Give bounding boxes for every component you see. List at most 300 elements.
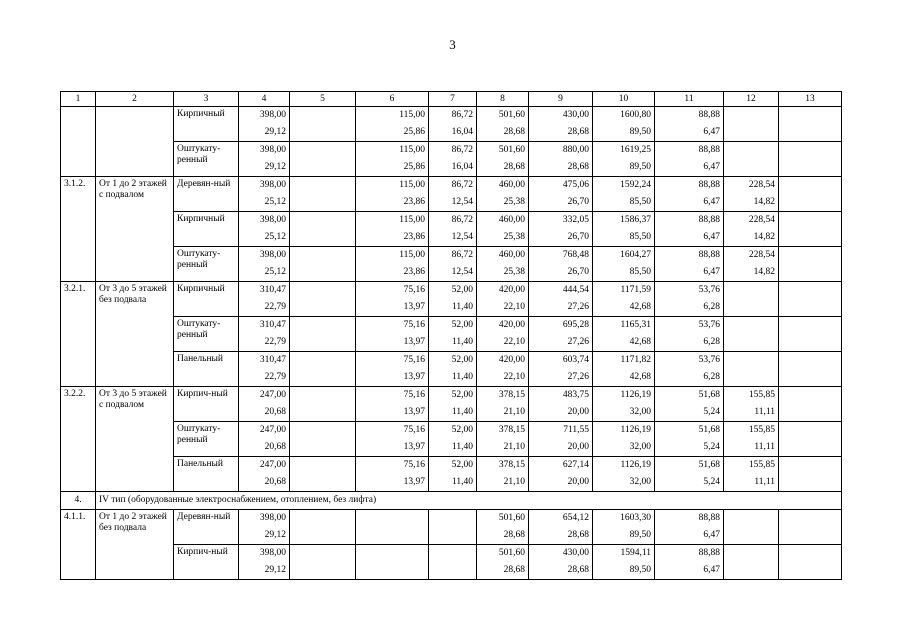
value-line: 5,24 <box>703 442 720 452</box>
value-cell <box>290 387 356 422</box>
value-line: 654,12 <box>562 513 589 523</box>
value-cell <box>356 457 429 492</box>
value-line <box>293 474 352 491</box>
value-line: 115,00 <box>399 215 425 225</box>
table-row <box>61 247 842 282</box>
value-cell <box>239 142 290 177</box>
material-cell: Оштукату-ренный <box>174 317 239 352</box>
value-cell <box>239 545 290 580</box>
value-line: 12,54 <box>451 197 473 207</box>
value-cell <box>290 282 356 317</box>
value-line: 444,54 <box>562 285 589 295</box>
value-line: 21,10 <box>503 442 525 452</box>
value-cell <box>724 177 779 212</box>
value-cell <box>655 352 724 387</box>
value-line: 53,76 <box>698 285 720 295</box>
value-line: 1600,80 <box>620 110 651 120</box>
value-line: 430,00 <box>562 548 589 558</box>
value-line <box>293 317 352 334</box>
value-cell <box>429 107 477 142</box>
value-line: 1592,24 <box>620 180 651 190</box>
table-row <box>61 510 842 545</box>
value-line: 115,00 <box>399 145 425 155</box>
value-line: 28,68 <box>567 127 589 137</box>
value-cell <box>356 545 429 580</box>
value-line <box>432 527 473 544</box>
value-cell <box>529 282 593 317</box>
value-cell <box>290 212 356 247</box>
row-code: 3.2.2. <box>61 387 96 492</box>
value-line: 25,38 <box>503 197 525 207</box>
value-line: 28,68 <box>503 530 525 540</box>
value-line: 11,40 <box>451 407 473 417</box>
value-cell <box>529 107 593 142</box>
value-cell <box>593 212 655 247</box>
table-row <box>61 212 842 247</box>
value-line: 880,00 <box>562 145 589 155</box>
value-line: 23,86 <box>403 232 425 242</box>
value-line <box>293 334 352 351</box>
value-line: 26,70 <box>567 267 589 277</box>
value-cell <box>593 247 655 282</box>
table-row <box>61 317 842 352</box>
value-line: 398,00 <box>259 250 286 260</box>
value-line <box>293 124 352 141</box>
value-line: 53,76 <box>698 320 720 330</box>
header-cell: 9 <box>529 92 593 107</box>
material-cell: Кирпич-ный <box>174 545 239 580</box>
value-line: 86,72 <box>451 250 473 260</box>
value-line: 29,12 <box>264 530 286 540</box>
value-cell <box>239 177 290 212</box>
header-cell: 11 <box>655 92 724 107</box>
value-line: 378,15 <box>498 460 525 470</box>
value-cell <box>356 352 429 387</box>
value-cell <box>239 107 290 142</box>
value-line <box>293 264 352 281</box>
value-line <box>359 527 425 544</box>
value-line: 1594,11 <box>620 548 651 558</box>
value-line: 627,14 <box>562 460 589 470</box>
value-line <box>727 527 775 544</box>
table-row <box>61 142 842 177</box>
value-cell <box>724 107 779 142</box>
value-cell <box>477 282 529 317</box>
value-cell <box>593 317 655 352</box>
value-line: 28,68 <box>503 127 525 137</box>
value-cell <box>290 352 356 387</box>
value-line: 75,16 <box>403 355 425 365</box>
value-line: 398,00 <box>259 215 286 225</box>
value-line <box>293 457 352 474</box>
value-line <box>293 159 352 176</box>
row-description: От 1 до 2 этажей без подвала <box>96 510 174 580</box>
value-line: 228,54 <box>748 215 775 225</box>
value-line: 332,05 <box>562 215 589 225</box>
value-line: 23,86 <box>403 267 425 277</box>
value-line: 51,68 <box>698 390 720 400</box>
value-line: 25,86 <box>403 162 425 172</box>
value-line <box>432 510 473 527</box>
value-line: 501,60 <box>498 145 525 155</box>
value-line: 26,70 <box>567 197 589 207</box>
value-line: 398,00 <box>259 110 286 120</box>
value-line: 52,00 <box>451 320 473 330</box>
row-description: От 3 до 5 этажей с подвалом <box>96 387 174 492</box>
value-line: 1603,30 <box>620 513 651 523</box>
value-line: 28,68 <box>567 565 589 575</box>
header-cell: 1 <box>61 92 96 107</box>
value-line: 88,88 <box>698 215 720 225</box>
value-line: 51,68 <box>698 425 720 435</box>
value-cell <box>290 457 356 492</box>
value-cell <box>724 317 779 352</box>
value-line: 14,82 <box>753 267 775 277</box>
value-line: 398,00 <box>259 180 286 190</box>
value-line <box>293 439 352 456</box>
value-cell <box>429 545 477 580</box>
value-line: 420,00 <box>498 320 525 330</box>
value-line: 695,28 <box>562 320 589 330</box>
value-cell <box>779 212 842 247</box>
value-cell <box>429 282 477 317</box>
value-line: 155,85 <box>748 460 775 470</box>
value-line: 85,50 <box>629 267 651 277</box>
value-cell <box>724 212 779 247</box>
material-cell: Кирпич-ный <box>174 387 239 422</box>
value-line: 6,47 <box>703 232 720 242</box>
value-line: 6,47 <box>703 197 720 207</box>
value-line: 42,68 <box>629 372 651 382</box>
value-line: 20,68 <box>264 477 286 487</box>
value-cell <box>724 142 779 177</box>
value-line <box>293 282 352 299</box>
value-line: 115,00 <box>399 250 425 260</box>
value-line: 23,86 <box>403 197 425 207</box>
value-line: 1604,27 <box>620 250 651 260</box>
value-line: 22,79 <box>264 372 286 382</box>
value-line: 86,72 <box>451 180 473 190</box>
value-line: 21,10 <box>503 477 525 487</box>
value-line: 310,47 <box>259 285 286 295</box>
header-cell: 7 <box>429 92 477 107</box>
value-cell <box>239 282 290 317</box>
value-line: 398,00 <box>259 548 286 558</box>
value-cell <box>724 510 779 545</box>
value-line: 52,00 <box>451 355 473 365</box>
row-code: 3.2.1. <box>61 282 96 387</box>
value-cell <box>290 177 356 212</box>
value-line: 398,00 <box>259 513 286 523</box>
value-cell <box>779 387 842 422</box>
value-cell <box>779 422 842 457</box>
header-cell: 12 <box>724 92 779 107</box>
value-line: 1171,59 <box>620 285 651 295</box>
row-description <box>96 107 174 177</box>
value-line <box>727 317 775 334</box>
value-line: 28,68 <box>503 565 525 575</box>
value-line: 27,26 <box>567 337 589 347</box>
value-line <box>293 142 352 159</box>
value-line <box>293 247 352 264</box>
value-line: 603,74 <box>562 355 589 365</box>
value-cell <box>724 247 779 282</box>
value-line <box>359 545 425 562</box>
value-line: 247,00 <box>259 390 286 400</box>
value-line: 28,68 <box>503 162 525 172</box>
value-cell <box>779 282 842 317</box>
value-line <box>293 107 352 124</box>
value-line: 20,00 <box>567 477 589 487</box>
value-cell <box>655 177 724 212</box>
value-line: 420,00 <box>498 355 525 365</box>
value-line: 5,24 <box>703 407 720 417</box>
value-line: 21,10 <box>503 407 525 417</box>
value-line: 398,00 <box>259 145 286 155</box>
value-line: 6,28 <box>703 337 720 347</box>
value-line <box>727 282 775 299</box>
value-cell <box>593 142 655 177</box>
value-line <box>727 334 775 351</box>
value-line: 1171,82 <box>620 355 651 365</box>
value-cell <box>290 422 356 457</box>
value-cell <box>290 142 356 177</box>
table-row <box>61 387 842 422</box>
value-cell <box>779 510 842 545</box>
value-line: 25,12 <box>264 232 286 242</box>
value-line: 460,00 <box>498 250 525 260</box>
value-cell <box>724 545 779 580</box>
value-line <box>727 369 775 386</box>
value-cell <box>239 352 290 387</box>
value-line <box>293 510 352 527</box>
value-cell <box>429 317 477 352</box>
material-cell: Кирпичный <box>174 282 239 317</box>
value-line: 22,79 <box>264 337 286 347</box>
value-cell <box>239 317 290 352</box>
value-cell <box>593 107 655 142</box>
value-line: 378,15 <box>498 390 525 400</box>
value-line: 501,60 <box>498 110 525 120</box>
value-cell <box>477 142 529 177</box>
value-cell <box>593 387 655 422</box>
material-cell: Панельный <box>174 457 239 492</box>
value-cell <box>290 107 356 142</box>
value-cell <box>529 545 593 580</box>
section-code: 4. <box>61 492 96 510</box>
value-line: 13,97 <box>403 337 425 347</box>
value-cell <box>477 457 529 492</box>
value-line: 14,82 <box>753 232 775 242</box>
value-line: 1126,19 <box>620 390 651 400</box>
value-cell <box>593 422 655 457</box>
value-cell <box>429 422 477 457</box>
value-line <box>293 422 352 439</box>
value-line: 75,16 <box>403 425 425 435</box>
row-description: От 1 до 2 этажей с подвалом <box>96 177 174 282</box>
value-cell <box>779 107 842 142</box>
value-line: 25,12 <box>264 267 286 277</box>
material-cell: Кирпичный <box>174 212 239 247</box>
rates-table <box>60 91 842 580</box>
material-cell: Деревян-ный <box>174 510 239 545</box>
row-code: 3.1.2. <box>61 177 96 282</box>
value-line: 89,50 <box>629 530 651 540</box>
value-cell <box>429 142 477 177</box>
value-cell <box>724 282 779 317</box>
value-line <box>293 545 352 562</box>
table-row <box>61 177 842 212</box>
value-line: 53,76 <box>698 355 720 365</box>
value-line: 86,72 <box>451 145 473 155</box>
value-line: 6,47 <box>703 530 720 540</box>
material-cell: Оштукату-ренный <box>174 247 239 282</box>
value-cell <box>477 352 529 387</box>
value-cell <box>477 177 529 212</box>
value-cell <box>655 545 724 580</box>
value-cell <box>779 142 842 177</box>
value-line: 52,00 <box>451 425 473 435</box>
value-line <box>293 229 352 246</box>
value-cell <box>356 212 429 247</box>
value-cell <box>529 422 593 457</box>
value-line <box>293 387 352 404</box>
value-line: 88,88 <box>698 145 720 155</box>
value-line: 29,12 <box>264 565 286 575</box>
value-line: 89,50 <box>629 162 651 172</box>
value-cell <box>356 107 429 142</box>
value-cell <box>724 352 779 387</box>
value-line: 20,68 <box>264 407 286 417</box>
value-line: 430,00 <box>562 110 589 120</box>
value-cell <box>429 387 477 422</box>
value-cell <box>529 317 593 352</box>
value-cell <box>356 387 429 422</box>
value-cell <box>529 142 593 177</box>
header-cell: 8 <box>477 92 529 107</box>
value-line: 13,97 <box>403 302 425 312</box>
value-cell <box>779 352 842 387</box>
value-cell <box>429 457 477 492</box>
value-line: 11,40 <box>451 302 473 312</box>
value-line: 51,68 <box>698 460 720 470</box>
value-cell <box>239 387 290 422</box>
table-row <box>61 282 842 317</box>
value-cell <box>593 457 655 492</box>
value-line: 75,16 <box>403 285 425 295</box>
value-line: 6,47 <box>703 127 720 137</box>
value-cell <box>655 317 724 352</box>
value-line: 86,72 <box>451 215 473 225</box>
value-line: 6,47 <box>703 565 720 575</box>
value-cell <box>356 177 429 212</box>
value-cell <box>593 282 655 317</box>
value-line: 22,10 <box>503 372 525 382</box>
value-cell <box>477 107 529 142</box>
value-cell <box>655 142 724 177</box>
value-line <box>293 369 352 386</box>
value-line: 475,06 <box>562 180 589 190</box>
value-line: 460,00 <box>498 215 525 225</box>
value-line: 42,68 <box>629 302 651 312</box>
value-line: 1586,37 <box>620 215 651 225</box>
value-cell <box>239 422 290 457</box>
value-line <box>293 527 352 544</box>
value-line: 5,24 <box>703 477 720 487</box>
value-cell <box>529 457 593 492</box>
header-cell: 13 <box>779 92 842 107</box>
value-cell <box>529 212 593 247</box>
value-line: 29,12 <box>264 127 286 137</box>
value-line <box>727 545 775 562</box>
value-line: 768,48 <box>562 250 589 260</box>
value-line: 247,00 <box>259 425 286 435</box>
value-line <box>727 107 775 124</box>
value-line: 13,97 <box>403 372 425 382</box>
value-line: 1165,31 <box>620 320 651 330</box>
material-cell: Кирпичный <box>174 107 239 142</box>
row-description: От 3 до 5 этажей без подвала <box>96 282 174 387</box>
value-line: 52,00 <box>451 460 473 470</box>
value-cell <box>290 247 356 282</box>
material-cell: Оштукату-ренный <box>174 422 239 457</box>
value-line: 42,68 <box>629 337 651 347</box>
value-line: 12,54 <box>451 267 473 277</box>
value-cell <box>290 545 356 580</box>
value-line: 75,16 <box>403 390 425 400</box>
row-code: 4.1.1. <box>61 510 96 580</box>
value-cell <box>655 247 724 282</box>
value-cell <box>655 510 724 545</box>
value-cell <box>529 247 593 282</box>
header-cell: 6 <box>356 92 429 107</box>
header-cell: 2 <box>96 92 174 107</box>
value-line: 6,47 <box>703 162 720 172</box>
value-line: 12,54 <box>451 232 473 242</box>
value-line: 155,85 <box>748 390 775 400</box>
table-row <box>61 545 842 580</box>
table-row <box>61 422 842 457</box>
value-line <box>432 545 473 562</box>
value-cell <box>655 387 724 422</box>
value-line <box>727 562 775 579</box>
value-cell <box>477 317 529 352</box>
value-cell <box>724 457 779 492</box>
section-title: IV тип (оборудованные электроснабжением, отоплением, без лифта) <box>96 492 842 510</box>
value-cell <box>356 282 429 317</box>
value-line <box>293 299 352 316</box>
page-number: 3 <box>449 37 456 52</box>
value-line: 420,00 <box>498 285 525 295</box>
value-line: 1126,19 <box>620 460 651 470</box>
value-line: 11,40 <box>451 337 473 347</box>
value-cell <box>655 422 724 457</box>
value-line: 228,54 <box>748 180 775 190</box>
value-cell <box>529 177 593 212</box>
value-line: 378,15 <box>498 425 525 435</box>
value-line <box>293 177 352 194</box>
table-row <box>61 352 842 387</box>
value-line <box>293 562 352 579</box>
material-cell: Оштукату-ренный <box>174 142 239 177</box>
header-cell: 4 <box>239 92 290 107</box>
value-line: 501,60 <box>498 513 525 523</box>
value-cell <box>655 107 724 142</box>
value-cell <box>477 212 529 247</box>
value-line: 501,60 <box>498 548 525 558</box>
value-cell <box>529 387 593 422</box>
value-line: 75,16 <box>403 460 425 470</box>
